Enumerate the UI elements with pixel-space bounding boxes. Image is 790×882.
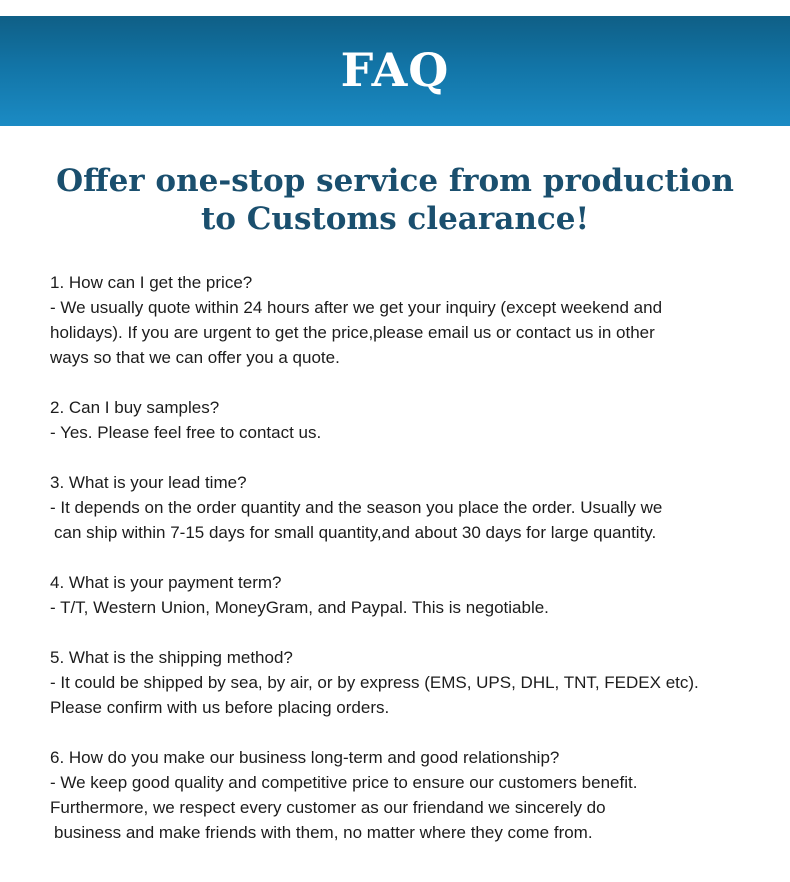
top-margin	[0, 0, 790, 16]
faq-answer-line: Furthermore, we respect every customer as our friendand we sincerely do	[50, 798, 606, 817]
faq-question: 4. What is your payment term?	[50, 573, 282, 592]
faq-item-2	[50, 395, 750, 445]
headline	[0, 162, 790, 238]
faq-answer-line: ways so that we can offer you a quote.	[50, 348, 340, 367]
faq-banner	[0, 16, 790, 126]
faq-answer-line: can ship within 7-15 days for small quantity,and about 30 days for large quantity.	[54, 523, 657, 542]
faq-answer-line: - T/T, Western Union, MoneyGram, and Paypal. This is negotiable.	[50, 598, 549, 617]
headline-line-2: to Customs clearance!	[200, 201, 590, 237]
faq-answer-line: holidays). If you are urgent to get the price,please email us or contact us in other	[50, 323, 655, 342]
faq-answer-line: - We usually quote within 24 hours after we get your inquiry (except weekend and	[50, 298, 663, 317]
faq-answer-line: Please confirm with us before placing orders.	[50, 698, 390, 717]
faq-question: 3. What is your lead time?	[50, 473, 247, 492]
faq-question: 1. How can I get the price?	[50, 273, 253, 292]
headline-line-1: Offer one-stop service from production	[56, 163, 734, 199]
faq-item-3	[50, 470, 750, 545]
faq-answer-line: - It depends on the order quantity and the season you place the order. Usually we	[50, 498, 663, 517]
faq-answer-line: - It could be shipped by sea, by air, or by express (EMS, UPS, DHL, TNT, FEDEX etc).	[50, 673, 699, 692]
faq-answer-line: - We keep good quality and competitive price to ensure our customers benefit.	[50, 773, 638, 792]
faq-question: 6. How do you make our business long-term and good relationship?	[50, 748, 560, 767]
faq-item-1	[50, 270, 750, 370]
faq-item-5	[50, 645, 750, 720]
faq-answer-line: - Yes. Please feel free to contact us.	[50, 423, 322, 442]
faq-question: 5. What is the shipping method?	[50, 648, 293, 667]
banner-title: FAQ	[340, 43, 450, 97]
faq-question: 2. Can I buy samples?	[50, 398, 220, 417]
faq-list	[50, 270, 750, 870]
faq-item-4	[50, 570, 750, 620]
faq-answer-line: business and make friends with them, no matter where they come from.	[54, 823, 593, 842]
faq-item-6	[50, 745, 750, 845]
